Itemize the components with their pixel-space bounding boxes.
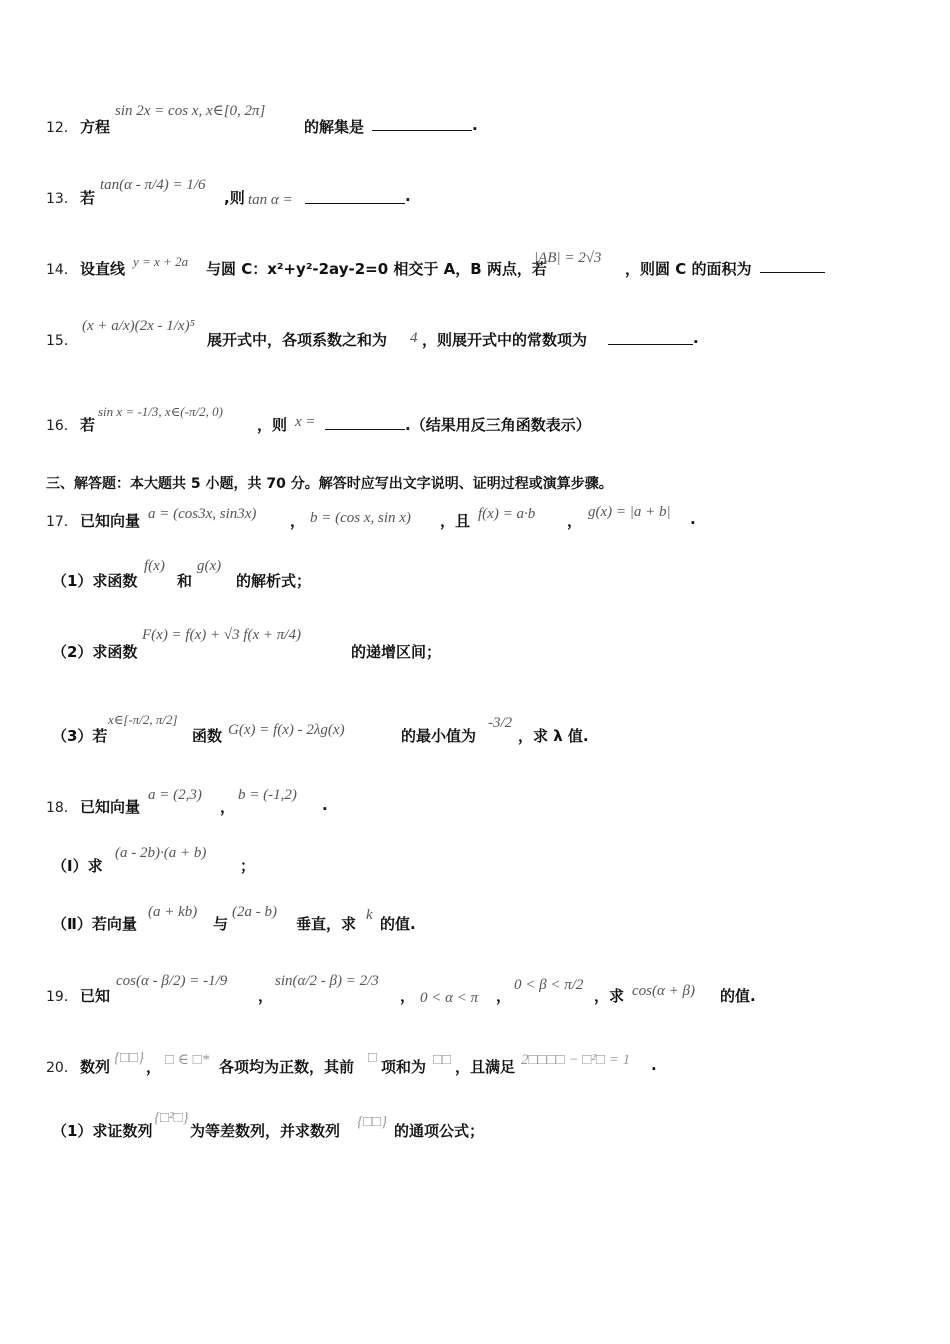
math-expression: b = (-1,2) bbox=[238, 787, 297, 803]
math-expression: a = (2,3) bbox=[148, 787, 202, 803]
math-expression: g(x) = |a + b| bbox=[588, 504, 671, 520]
math-expression: g(x) bbox=[197, 558, 222, 574]
question-text: 若 bbox=[80, 416, 96, 434]
period: . bbox=[472, 116, 478, 134]
math-expression: (x + a/x)(2x - 1/x)⁵ bbox=[82, 318, 195, 334]
part-label: （Ⅱ）若向量 bbox=[52, 915, 137, 933]
period: . bbox=[322, 796, 328, 814]
question-text: 已知 bbox=[80, 987, 111, 1005]
question-text: 设直线 bbox=[80, 260, 126, 278]
part-label: （1）求证数列 bbox=[52, 1122, 153, 1140]
math-expression: tan α = bbox=[248, 192, 293, 208]
math-expression: cos(α - β/2) = -1/9 bbox=[116, 973, 228, 989]
question-text: 与 bbox=[213, 915, 229, 933]
question-text: ，则展开式中的常数项为 bbox=[422, 331, 588, 349]
question-text: 数列 bbox=[80, 1058, 111, 1076]
answer-blank[interactable] bbox=[325, 415, 405, 430]
math-expression: |AB| = 2√3 bbox=[534, 250, 602, 266]
math-expression: b = (cos x, sin x) bbox=[310, 510, 411, 526]
math-expression: G(x) = f(x) - 2λg(x) bbox=[228, 722, 345, 738]
math-expression: {□²□} bbox=[154, 1110, 189, 1126]
question-text: 和 bbox=[177, 572, 193, 590]
math-expression: sin x = -1/3, x∈(-π/2, 0) bbox=[98, 404, 223, 419]
question-text: 各项均为正数，其前 bbox=[219, 1058, 355, 1076]
question-text: .（结果用反三角函数表示） bbox=[405, 416, 591, 434]
separator: ， bbox=[567, 512, 583, 530]
answer-blank[interactable] bbox=[305, 189, 405, 204]
question-text: 的值. bbox=[720, 987, 756, 1005]
math-expression: -3/2 bbox=[488, 715, 513, 731]
math-expression: {□□} bbox=[114, 1050, 145, 1066]
math-expression: sin(α/2 - β) = 2/3 bbox=[275, 973, 379, 989]
question-number: 17． bbox=[46, 514, 78, 530]
question-number: 15． bbox=[46, 333, 78, 349]
question-text: 的通项公式； bbox=[394, 1122, 485, 1140]
part-label: （Ⅰ）求 bbox=[52, 857, 103, 875]
question-text: 项和为 bbox=[381, 1058, 427, 1076]
math-expression: cos(α + β) bbox=[632, 983, 695, 999]
math-expression: □ bbox=[368, 1050, 378, 1066]
period: . bbox=[651, 1056, 657, 1074]
period: . bbox=[690, 510, 696, 528]
question-text: 垂直，求 bbox=[296, 915, 357, 933]
math-expression: x = bbox=[295, 414, 316, 430]
question-text: ，求 bbox=[594, 987, 625, 1005]
part-label: （2）求函数 bbox=[52, 643, 138, 661]
math-expression: 4 bbox=[410, 330, 418, 346]
question-text: 与圆 C：x²+y²-2ay-2=0 相交于 A，B 两点，若 bbox=[206, 260, 547, 278]
separator: ， bbox=[220, 798, 236, 816]
part-label: （3）若 bbox=[52, 727, 108, 745]
question-text: ,则 bbox=[224, 189, 245, 207]
math-expression: (a - 2b)·(a + b) bbox=[115, 845, 207, 861]
question-number: 16． bbox=[46, 418, 78, 434]
separator: ， bbox=[290, 512, 306, 530]
math-expression: 0 < α < π bbox=[420, 990, 479, 1006]
question-text: 方程 bbox=[80, 118, 111, 136]
separator: ， bbox=[258, 987, 274, 1005]
math-expression: {□□} bbox=[357, 1114, 388, 1130]
question-text: 的解集是 bbox=[304, 118, 365, 136]
answer-blank[interactable] bbox=[372, 116, 472, 131]
section-heading: 三、解答题：本大题共 5 小题，共 70 分。解答时应写出文字说明、证明过程或演算步骤。 bbox=[46, 476, 613, 492]
question-text: ，则圆 C 的面积为 bbox=[625, 260, 752, 278]
question-text: ，且 bbox=[440, 512, 471, 530]
question-text: 的递增区间； bbox=[351, 643, 442, 661]
math-expression: k bbox=[366, 907, 373, 923]
question-text: ； bbox=[240, 857, 256, 875]
period: . bbox=[405, 187, 411, 205]
math-expression: (a + kb) bbox=[148, 904, 198, 920]
question-text: 的最小值为 bbox=[401, 727, 477, 745]
answer-blank[interactable] bbox=[760, 258, 825, 273]
separator: ， bbox=[400, 987, 416, 1005]
question-number: 18． bbox=[46, 800, 78, 816]
question-number: 14． bbox=[46, 262, 78, 278]
math-expression: □□ bbox=[433, 1052, 452, 1068]
math-expression: 2□□□□ − □²□ = 1 bbox=[521, 1052, 631, 1068]
question-number: 13． bbox=[46, 191, 78, 207]
math-expression: y = x + 2a bbox=[133, 254, 189, 269]
question-number: 20． bbox=[46, 1060, 78, 1076]
part-label: （1）求函数 bbox=[52, 572, 138, 590]
math-expression: 0 < β < π/2 bbox=[514, 977, 584, 993]
question-text: 为等差数列，并求数列 bbox=[190, 1122, 341, 1140]
question-text: ，且满足 bbox=[455, 1058, 516, 1076]
period: . bbox=[693, 329, 699, 347]
question-text: 若 bbox=[80, 189, 96, 207]
question-text: 的解析式； bbox=[236, 572, 312, 590]
answer-blank[interactable] bbox=[608, 330, 693, 345]
separator: ， bbox=[146, 1058, 162, 1076]
question-text: 已知向量 bbox=[80, 798, 141, 816]
math-expression: sin 2x = cos x, x∈[0, 2π] bbox=[115, 103, 266, 119]
math-expression: □ ∈ □* bbox=[165, 1052, 210, 1068]
question-text: ，则 bbox=[257, 416, 288, 434]
math-expression: tan(α - π/4) = 1/6 bbox=[100, 177, 206, 193]
question-number: 12． bbox=[46, 120, 78, 136]
question-text: 展开式中，各项系数之和为 bbox=[207, 331, 388, 349]
math-expression: F(x) = f(x) + √3 f(x + π/4) bbox=[142, 627, 301, 643]
question-text: 的值. bbox=[380, 915, 416, 933]
math-expression: f(x) bbox=[144, 558, 165, 574]
question-number: 19． bbox=[46, 989, 78, 1005]
separator: ， bbox=[496, 987, 512, 1005]
math-expression: f(x) = a·b bbox=[478, 506, 536, 522]
math-expression: a = (cos3x, sin3x) bbox=[148, 506, 257, 522]
question-text: ，求 λ 值. bbox=[518, 727, 589, 745]
math-expression: (2a - b) bbox=[232, 904, 277, 920]
math-expression: x∈[-π/2, π/2] bbox=[108, 712, 178, 727]
question-text: 函数 bbox=[192, 727, 223, 745]
question-text: 已知向量 bbox=[80, 512, 141, 530]
